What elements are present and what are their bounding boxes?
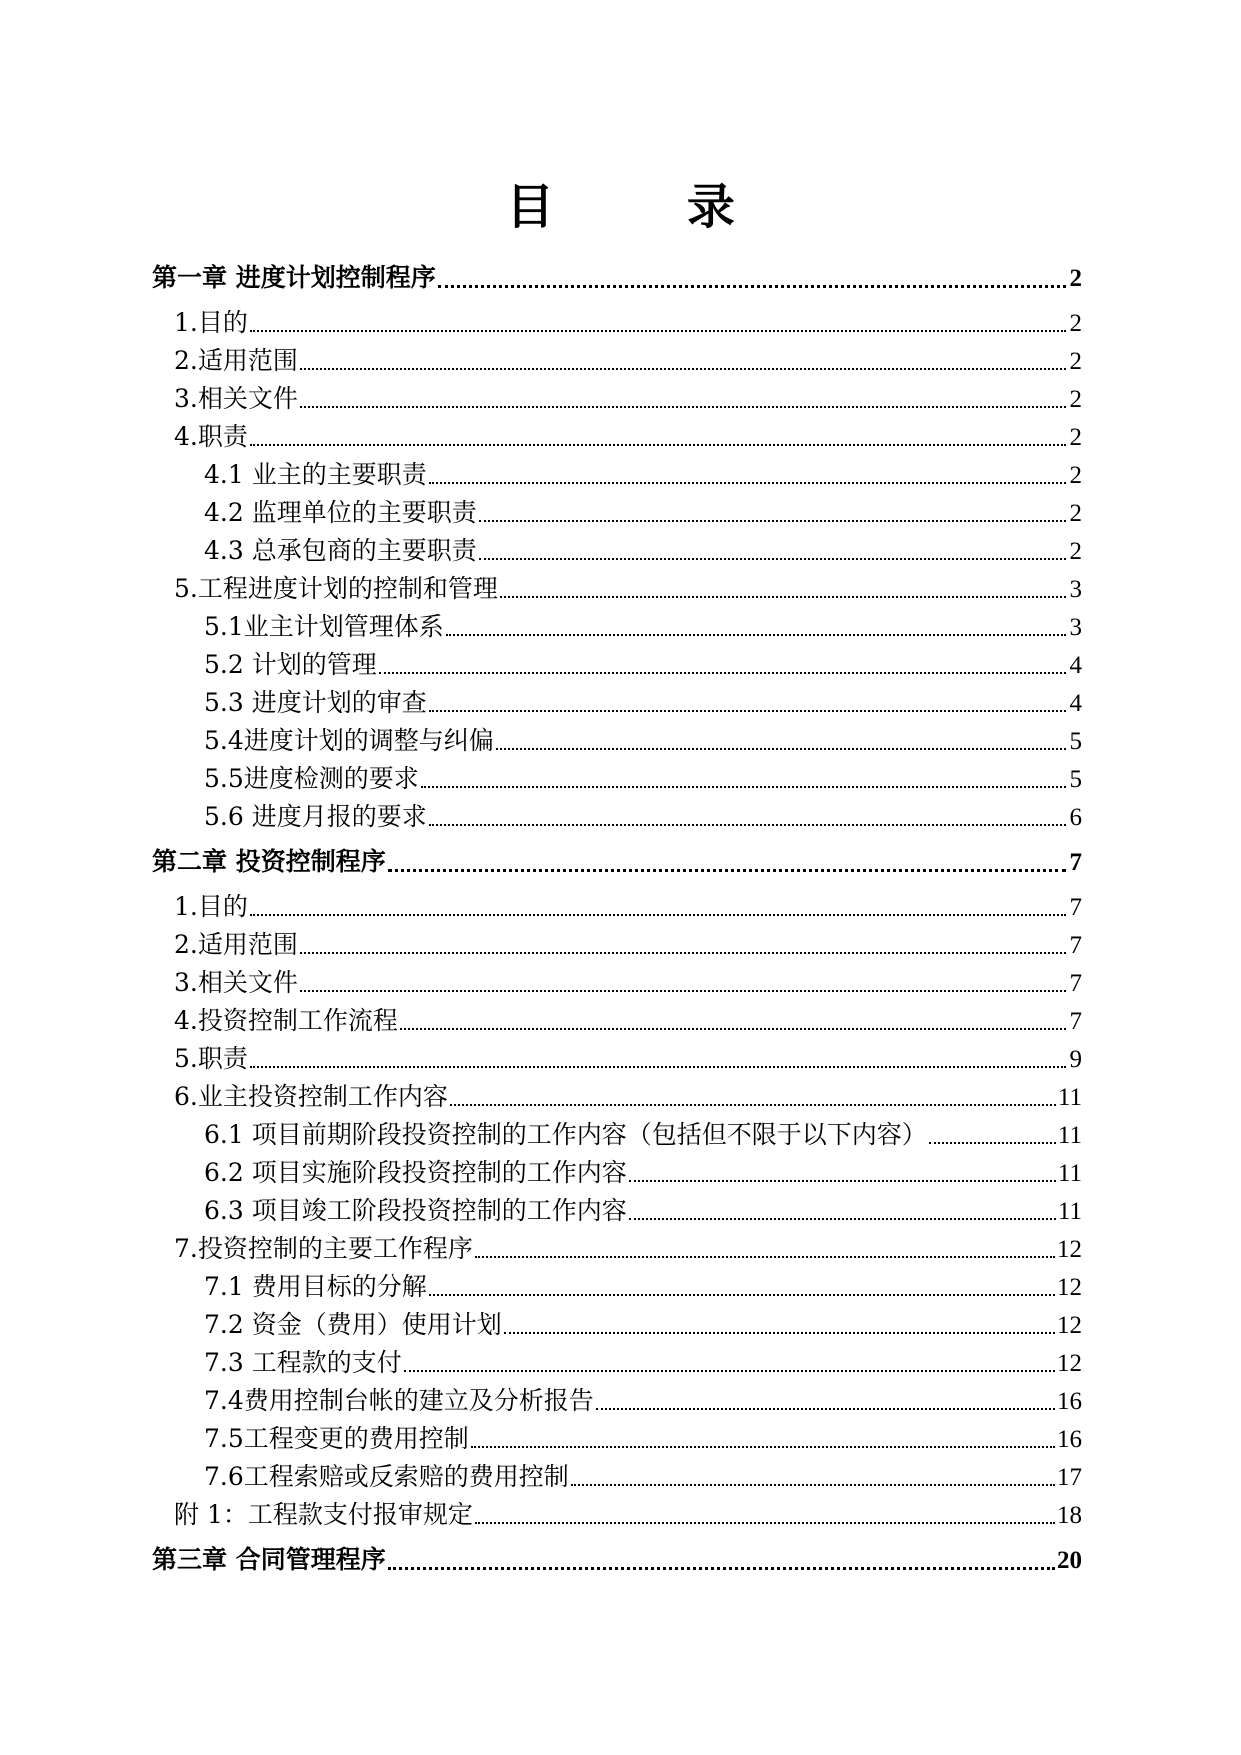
toc-entry-title: 7.投资控制的主要工作程序 — [174, 1234, 473, 1263]
toc-section-entry[interactable] — [152, 380, 1082, 418]
toc-leader-dots — [629, 1180, 1056, 1182]
toc-leader-dots — [300, 990, 1066, 992]
toc-leader-dots — [404, 1370, 1055, 1372]
toc-page-number: 2 — [1069, 500, 1082, 527]
toc-leader-dots — [475, 1256, 1055, 1258]
toc-entry-title: 4.2 监理单位的主要职责 — [204, 498, 477, 527]
toc-entry-title: 6.3 项目竣工阶段投资控制的工作内容 — [204, 1196, 627, 1225]
toc-leader-dots — [429, 710, 1066, 712]
toc-leader-dots — [250, 330, 1066, 332]
toc-entry-title: 5.5进度检测的要求 — [204, 764, 419, 793]
toc-page-number: 2 — [1069, 462, 1082, 489]
toc-page-number: 2 — [1069, 538, 1082, 565]
toc-subsection-entry[interactable] — [152, 1116, 1082, 1154]
toc-leader-dots — [388, 1567, 1055, 1570]
toc-section-entry[interactable] — [152, 1078, 1082, 1116]
toc-entry-title: 第三章 合同管理程序 — [152, 1545, 386, 1574]
toc-entry-title: 附 1：工程款支付报审规定 — [174, 1500, 473, 1529]
toc-subsection-entry[interactable] — [152, 798, 1082, 836]
toc-entry-title: 7.4费用控制台帐的建立及分析报告 — [204, 1386, 594, 1415]
toc-subsection-entry[interactable] — [152, 646, 1082, 684]
toc-page-number: 3 — [1069, 576, 1082, 603]
toc-entry-title: 2.适用范围 — [174, 930, 298, 959]
toc-page-number: 12 — [1057, 1236, 1082, 1263]
toc-entry-title: 4.3 总承包商的主要职责 — [204, 536, 477, 565]
toc-entry-title: 5.工程进度计划的控制和管理 — [174, 574, 498, 603]
toc-section-entry[interactable] — [152, 418, 1082, 456]
toc-entry-title: 2.适用范围 — [174, 346, 298, 375]
toc-page-number: 7 — [1069, 1008, 1082, 1035]
toc-page-number: 2 — [1069, 265, 1082, 292]
toc-entry-title: 第一章 进度计划控制程序 — [152, 263, 436, 292]
toc-subsection-entry[interactable] — [152, 684, 1082, 722]
toc-subsection-entry[interactable] — [152, 494, 1082, 532]
toc-entry-title: 3.相关文件 — [174, 384, 298, 413]
toc-entry-title: 7.2 资金（费用）使用计划 — [204, 1310, 502, 1339]
toc-section-entry[interactable] — [152, 888, 1082, 926]
toc-entry-title: 第二章 投资控制程序 — [152, 847, 386, 876]
toc-subsection-entry[interactable] — [152, 1268, 1082, 1306]
toc-subsection-entry[interactable] — [152, 1458, 1082, 1496]
toc-leader-dots — [450, 1104, 1056, 1106]
toc-leader-dots — [471, 1446, 1055, 1448]
toc-section-entry[interactable] — [152, 1040, 1082, 1078]
toc-section-entry[interactable] — [152, 342, 1082, 380]
toc-page-number: 16 — [1057, 1388, 1082, 1415]
toc-leader-dots — [250, 914, 1066, 916]
toc-title: 目 录 — [506, 179, 793, 235]
toc-entry-title: 1.目的 — [174, 892, 248, 921]
toc-leader-dots — [421, 786, 1066, 788]
toc-page-number: 7 — [1069, 849, 1082, 876]
toc-entry-title: 5.职责 — [174, 1044, 248, 1073]
toc-subsection-entry[interactable] — [152, 722, 1082, 760]
toc-leader-dots — [388, 869, 1066, 872]
toc-leader-dots — [929, 1142, 1056, 1144]
toc-leader-dots — [496, 748, 1066, 750]
toc-leader-dots — [250, 1066, 1066, 1068]
toc-entry-title: 7.3 工程款的支付 — [204, 1348, 402, 1377]
toc-leader-dots — [438, 285, 1066, 288]
toc-page-number: 7 — [1069, 970, 1082, 997]
toc-section-entry[interactable] — [152, 1496, 1082, 1534]
toc-leader-dots — [475, 1522, 1055, 1524]
toc-entry-title: 3.相关文件 — [174, 968, 298, 997]
toc-section-entry[interactable] — [152, 926, 1082, 964]
toc-entry-title: 5.6 进度月报的要求 — [204, 802, 427, 831]
toc-page-number: 18 — [1057, 1502, 1082, 1529]
toc-subsection-entry[interactable] — [152, 1192, 1082, 1230]
toc-page-number: 7 — [1069, 932, 1082, 959]
toc-page-number: 11 — [1057, 1084, 1082, 1111]
toc-page-number: 9 — [1069, 1046, 1082, 1073]
toc-entry-title: 6.1 项目前期阶段投资控制的工作内容（包括但不限于以下内容） — [204, 1120, 927, 1149]
toc-entry-title: 6.业主投资控制工作内容 — [174, 1082, 448, 1111]
toc-subsection-entry[interactable] — [152, 1154, 1082, 1192]
toc-page-number: 17 — [1057, 1464, 1082, 1491]
toc-page-number: 11 — [1057, 1160, 1082, 1187]
toc-leader-dots — [500, 596, 1066, 598]
toc-leader-dots — [379, 672, 1066, 674]
toc-leader-dots — [571, 1484, 1055, 1486]
toc-leader-dots — [596, 1408, 1055, 1410]
toc-leader-dots — [400, 1028, 1066, 1030]
toc-leader-dots — [479, 558, 1066, 560]
toc-page-number: 12 — [1057, 1312, 1082, 1339]
toc-entry-title: 6.2 项目实施阶段投资控制的工作内容 — [204, 1158, 627, 1187]
toc-page-number: 2 — [1069, 424, 1082, 451]
toc-entry-title: 5.1业主计划管理体系 — [204, 612, 444, 641]
toc-entry-title: 7.6工程索赔或反索赔的费用控制 — [204, 1462, 569, 1491]
table-of-contents — [152, 252, 1082, 1586]
toc-leader-dots — [629, 1218, 1056, 1220]
toc-subsection-entry[interactable] — [152, 1306, 1082, 1344]
toc-entry-title: 7.5工程变更的费用控制 — [204, 1424, 469, 1453]
toc-subsection-entry[interactable] — [152, 1344, 1082, 1382]
toc-leader-dots — [429, 482, 1066, 484]
toc-page-number: 16 — [1057, 1426, 1082, 1453]
toc-section-entry[interactable] — [152, 1230, 1082, 1268]
toc-subsection-entry[interactable] — [152, 760, 1082, 798]
toc-entry-title: 1.目的 — [174, 308, 248, 337]
toc-subsection-entry[interactable] — [152, 532, 1082, 570]
toc-entry-title: 7.1 费用目标的分解 — [204, 1272, 427, 1301]
toc-subsection-entry[interactable] — [152, 1382, 1082, 1420]
toc-page-number: 5 — [1069, 766, 1082, 793]
toc-leader-dots — [446, 634, 1066, 636]
toc-subsection-entry[interactable] — [152, 1420, 1082, 1458]
toc-leader-dots — [504, 1332, 1055, 1334]
toc-page-number: 12 — [1057, 1350, 1082, 1377]
toc-chapter-entry[interactable] — [152, 252, 1082, 304]
toc-subsection-entry[interactable] — [152, 456, 1082, 494]
toc-section-entry[interactable] — [152, 570, 1082, 608]
toc-page-number: 2 — [1069, 348, 1082, 375]
toc-page-number: 11 — [1057, 1122, 1082, 1149]
toc-leader-dots — [300, 952, 1066, 954]
toc-page-number: 20 — [1057, 1547, 1082, 1574]
toc-subsection-entry[interactable] — [152, 608, 1082, 646]
toc-page-number: 4 — [1069, 652, 1082, 679]
toc-entry-title: 5.2 计划的管理 — [204, 650, 377, 679]
toc-page-number: 4 — [1069, 690, 1082, 717]
toc-leader-dots — [300, 406, 1066, 408]
toc-leader-dots — [429, 824, 1066, 826]
toc-entry-title: 4.投资控制工作流程 — [174, 1006, 398, 1035]
toc-section-entry[interactable] — [152, 304, 1082, 342]
toc-page-number: 7 — [1069, 894, 1082, 921]
toc-chapter-entry[interactable] — [152, 1534, 1082, 1586]
toc-entry-title: 4.1 业主的主要职责 — [204, 460, 427, 489]
toc-entry-title: 4.职责 — [174, 422, 248, 451]
toc-page-number: 5 — [1069, 728, 1082, 755]
toc-page-number: 3 — [1069, 614, 1082, 641]
toc-page-number: 12 — [1057, 1274, 1082, 1301]
toc-leader-dots — [300, 368, 1066, 370]
toc-page-number: 2 — [1069, 310, 1082, 337]
toc-leader-dots — [479, 520, 1066, 522]
toc-chapter-entry[interactable] — [152, 836, 1082, 888]
toc-section-entry[interactable] — [152, 964, 1082, 1002]
toc-leader-dots — [429, 1294, 1055, 1296]
toc-leader-dots — [250, 444, 1066, 446]
toc-entry-title: 5.4进度计划的调整与纠偏 — [204, 726, 494, 755]
toc-entry-title: 5.3 进度计划的审查 — [204, 688, 427, 717]
toc-section-entry[interactable] — [152, 1002, 1082, 1040]
toc-page-number: 2 — [1069, 386, 1082, 413]
toc-page-number: 11 — [1057, 1198, 1082, 1225]
toc-page-number: 6 — [1069, 804, 1082, 831]
